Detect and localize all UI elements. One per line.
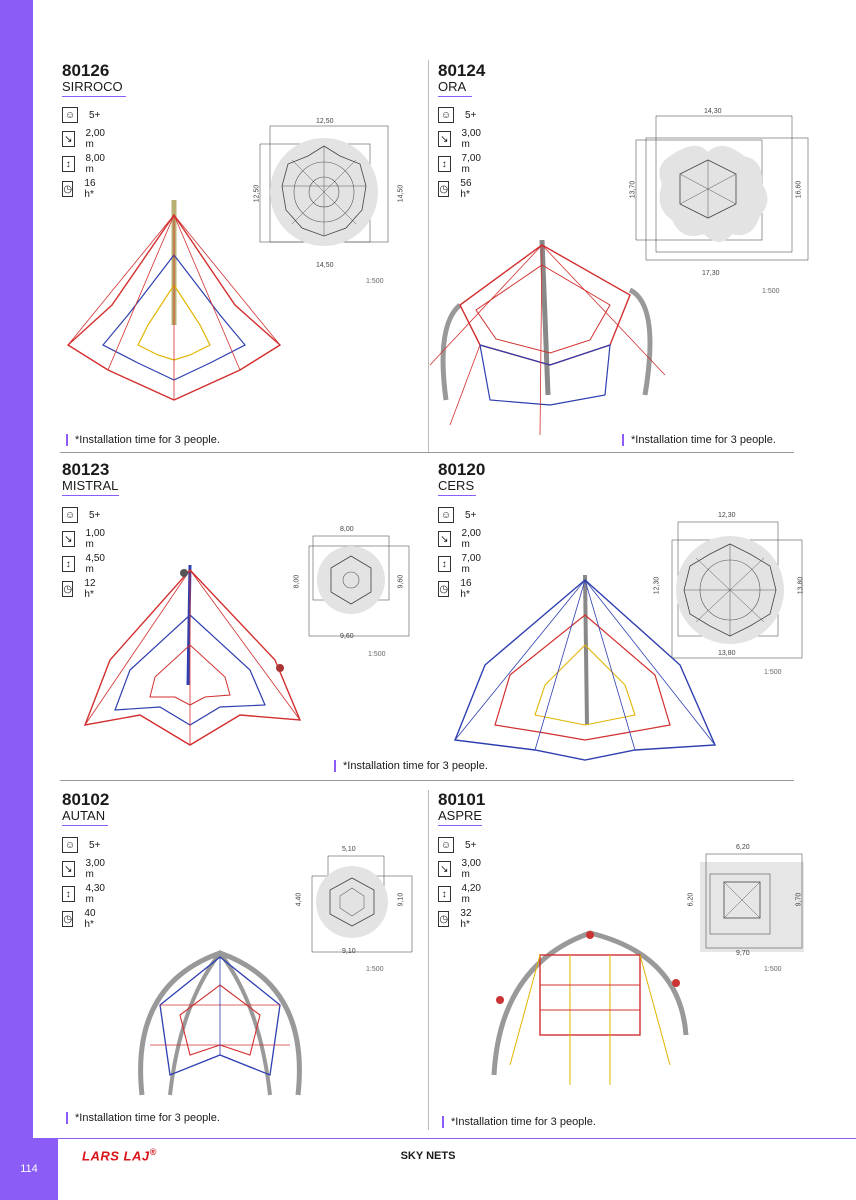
product-code: 80120 — [438, 460, 486, 479]
dim-left: 12,30 — [653, 576, 661, 595]
sidebar-accent — [0, 0, 33, 1200]
product-illustration — [430, 235, 670, 445]
spec-age: ☺ 5+ — [62, 506, 100, 524]
spec-time: ◷ 12 h* — [63, 578, 96, 600]
scale-label: 1:500 — [764, 669, 782, 676]
scale-label: 1:500 — [366, 966, 384, 973]
stopwatch-icon: ◷ — [438, 911, 449, 927]
spec-height: ↕ 7,00 m — [438, 555, 484, 573]
product-code: 80123 — [62, 460, 110, 479]
spec-time: ◷ 56 h* — [439, 178, 472, 200]
installation-note: *Installation time for 3 people. — [334, 760, 488, 772]
dim-top: 12,50 — [316, 118, 334, 125]
spec-height: ↕ 4,30 m — [62, 885, 108, 903]
spec-fall-height: ↘ 2,00 m — [438, 530, 484, 548]
spec-age: ☺ 5+ — [62, 836, 100, 854]
scale-label: 1:500 — [764, 966, 782, 973]
children-icon: ☺ — [62, 507, 78, 523]
height-icon: ↕ — [62, 556, 75, 572]
installation-note: *Installation time for 3 people. — [66, 1112, 220, 1124]
dim-bottom: 17,30 — [702, 270, 720, 277]
dim-bottom: 9,10 — [342, 948, 356, 955]
brand-logo: LARS LAJ® — [82, 1147, 157, 1164]
note-marker — [334, 760, 336, 772]
footer-divider — [33, 1138, 856, 1139]
fall-height-icon: ↘ — [438, 861, 451, 877]
spec-fall-height: ↘ 3,00 m — [62, 860, 108, 878]
height-icon: ↕ — [62, 156, 75, 172]
dim-right: 13,80 — [797, 576, 805, 595]
product-code: 80101 — [438, 790, 486, 809]
dim-right: 9,60 — [397, 574, 405, 589]
children-icon: ☺ — [62, 107, 78, 123]
spec-fall-height: ↘ 2,00 m — [62, 130, 108, 148]
spec-height: ↕ 7,00 m — [438, 155, 484, 173]
stopwatch-icon: ◷ — [62, 181, 73, 197]
product-name: SIRROCO — [62, 80, 126, 97]
stopwatch-icon: ◷ — [438, 581, 449, 597]
stopwatch-icon: ◷ — [62, 911, 73, 927]
spec-time: ◷ 40 h* — [63, 908, 96, 930]
dim-left: 13,70 — [629, 180, 637, 199]
height-icon: ↕ — [438, 156, 451, 172]
spec-time: ◷ 16 h* — [63, 178, 96, 200]
dim-bottom: 9,70 — [736, 950, 750, 957]
product-name: MISTRAL — [62, 479, 119, 496]
product-illustration — [480, 925, 700, 1105]
spec-fall-height: ↘ 3,00 m — [438, 130, 484, 148]
spec-time: ◷ 32 h* — [439, 908, 472, 930]
scale-label: 1:500 — [762, 288, 780, 295]
row-divider — [60, 452, 794, 453]
scale-label: 1:500 — [368, 651, 386, 658]
stopwatch-icon: ◷ — [62, 581, 73, 597]
dim-left: 12,50 — [253, 184, 261, 203]
installation-note: *Installation time for 3 people. — [622, 434, 776, 446]
spec-height: ↕ 8,00 m — [62, 155, 108, 173]
dim-left: 4,40 — [295, 892, 303, 907]
dim-right: 9,70 — [795, 892, 803, 907]
column-divider — [428, 60, 429, 452]
product-code: 80126 — [62, 61, 110, 80]
dim-bottom: 9,60 — [340, 633, 354, 640]
fall-height-icon: ↘ — [62, 531, 75, 547]
children-icon: ☺ — [438, 507, 454, 523]
height-icon: ↕ — [438, 556, 451, 572]
dim-left: 8,00 — [293, 574, 301, 589]
dim-top: 6,20 — [736, 844, 750, 851]
product-code: 80124 — [438, 61, 486, 80]
dim-top: 14,30 — [704, 108, 722, 115]
fall-height-icon: ↘ — [438, 131, 451, 147]
product-code: 80102 — [62, 790, 110, 809]
height-icon: ↕ — [438, 886, 451, 902]
dim-right: 9,10 — [397, 892, 405, 907]
stopwatch-icon: ◷ — [438, 181, 449, 197]
spec-fall-height: ↘ 1,00 m — [62, 530, 108, 548]
installation-note: *Installation time for 3 people. — [442, 1116, 596, 1128]
note-marker — [622, 434, 624, 446]
children-icon: ☺ — [438, 837, 454, 853]
spec-age: ☺ 5+ — [438, 106, 476, 124]
page-number: 114 — [0, 1138, 58, 1200]
dim-top: 8,00 — [340, 526, 354, 533]
fall-height-icon: ↘ — [438, 531, 451, 547]
fall-height-icon: ↘ — [62, 131, 75, 147]
dim-right: 14,50 — [397, 184, 405, 203]
spec-time: ◷ 16 h* — [439, 578, 472, 600]
product-illustration — [130, 945, 310, 1105]
fall-height-icon: ↘ — [62, 861, 75, 877]
children-icon: ☺ — [438, 107, 454, 123]
note-marker — [66, 434, 68, 446]
row-divider — [60, 780, 794, 781]
dim-right: 16,60 — [795, 180, 803, 199]
product-illustration — [60, 195, 290, 410]
spec-height: ↕ 4,50 m — [62, 555, 108, 573]
product-illustration — [80, 565, 305, 760]
spec-fall-height: ↘ 3,00 m — [438, 860, 484, 878]
dim-top: 5,10 — [342, 846, 356, 853]
product-name: AUTAN — [62, 809, 108, 826]
product-name: CERS — [438, 479, 476, 496]
dim-left: 6,20 — [687, 892, 695, 907]
children-icon: ☺ — [62, 837, 78, 853]
footprint-plan — [700, 856, 810, 956]
product-name: ORA — [438, 80, 472, 97]
spec-age: ☺ 5+ — [438, 836, 476, 854]
note-marker — [66, 1112, 68, 1124]
dim-bottom: 13,80 — [718, 650, 736, 657]
spec-height: ↕ 4,20 m — [438, 885, 484, 903]
note-marker — [442, 1116, 444, 1128]
product-name: ASPRE — [438, 809, 482, 826]
footprint-plan — [305, 534, 415, 644]
scale-label: 1:500 — [366, 278, 384, 285]
installation-note: *Installation time for 3 people. — [66, 434, 220, 446]
product-illustration — [445, 575, 725, 765]
dim-top: 12,30 — [718, 512, 736, 519]
spec-age: ☺ 5+ — [438, 506, 476, 524]
height-icon: ↕ — [62, 886, 75, 902]
dim-bottom: 14,50 — [316, 262, 334, 269]
spec-age: ☺ 5+ — [62, 106, 100, 124]
column-divider — [428, 790, 429, 1130]
section-title: SKY NETS — [400, 1150, 456, 1162]
